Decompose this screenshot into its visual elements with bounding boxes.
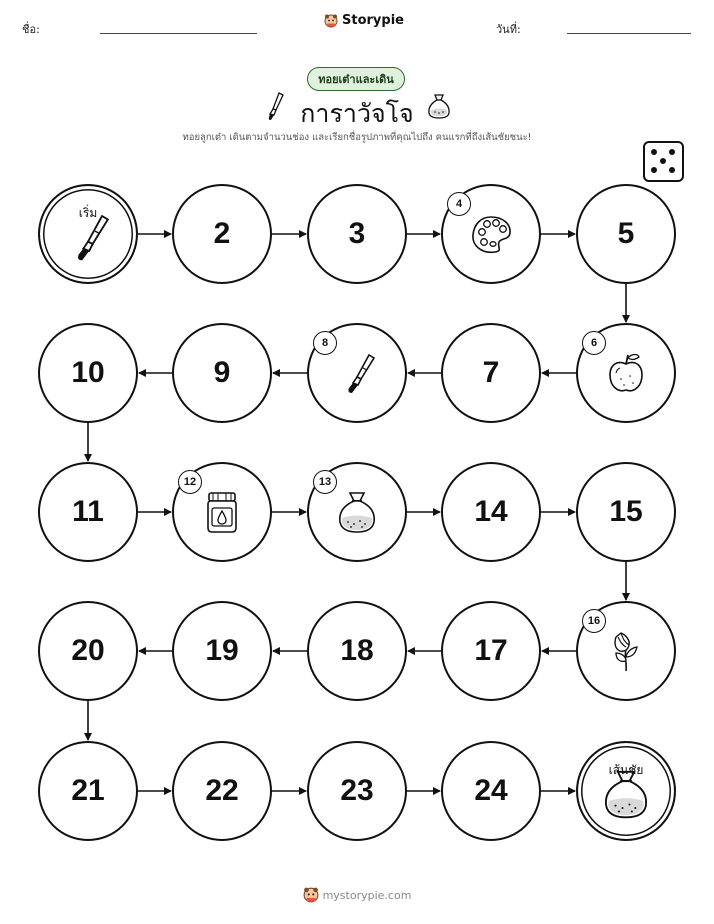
space-number-badge: 13 xyxy=(313,470,337,494)
board-space xyxy=(307,323,407,423)
pigment-bag-icon xyxy=(333,488,381,536)
space-number: 9 xyxy=(213,356,231,389)
instructions: ทอยลูกเต๋า เดินตามจำนวนช่อง และเรียกชื่อรูปภาพที่คุณไปถึง คนแรกที่ถึงเส้นชัยชนะ! xyxy=(182,132,532,143)
board-space xyxy=(441,741,541,841)
game-tag: ทอยเต๋าและเดิน xyxy=(307,67,405,91)
board-space xyxy=(576,184,676,284)
board-space xyxy=(576,601,676,701)
board-space xyxy=(307,184,407,284)
storypie-logo-icon xyxy=(303,887,319,903)
space-number-badge: 16 xyxy=(582,609,606,633)
board-space xyxy=(441,323,541,423)
board-space xyxy=(38,323,138,423)
board-space xyxy=(441,601,541,701)
space-number-badge: 8 xyxy=(313,331,337,355)
board-space xyxy=(441,462,541,562)
footer xyxy=(0,887,714,903)
space-number: 14 xyxy=(474,495,508,528)
board-space xyxy=(172,462,272,562)
finish-space xyxy=(576,741,676,841)
board-space xyxy=(307,462,407,562)
space-label: เส้นชัย xyxy=(608,763,644,777)
space-number: 10 xyxy=(71,356,105,389)
space-number: 22 xyxy=(205,774,239,807)
page-title: การาวัจโจ xyxy=(300,99,414,128)
space-number: 18 xyxy=(340,634,374,667)
space-number: 2 xyxy=(213,217,231,250)
board-space xyxy=(38,462,138,562)
space-number: 20 xyxy=(71,634,105,667)
board-space xyxy=(172,601,272,701)
paint-jar-icon xyxy=(198,488,246,536)
space-number: 23 xyxy=(340,774,374,807)
space-number: 17 xyxy=(474,634,508,667)
date-label: วันที่: xyxy=(496,23,521,36)
space-number: 19 xyxy=(205,634,239,667)
paintbrush-icon xyxy=(333,349,381,397)
apple-icon xyxy=(602,349,650,397)
board-space xyxy=(172,741,272,841)
board-space xyxy=(172,184,272,284)
name-label: ชื่อ: xyxy=(22,23,40,36)
tulip-icon xyxy=(602,627,650,675)
board-space xyxy=(441,184,541,284)
space-number: 7 xyxy=(482,356,500,389)
board-space xyxy=(307,601,407,701)
board-space xyxy=(38,601,138,701)
board-space xyxy=(576,323,676,423)
space-number: 3 xyxy=(348,217,366,250)
brand-name: Storypie xyxy=(342,13,404,28)
space-number: 11 xyxy=(72,495,104,528)
space-number-badge: 6 xyxy=(582,331,606,355)
space-number: 5 xyxy=(617,217,635,250)
space-number-badge: 12 xyxy=(178,470,202,494)
space-number: 24 xyxy=(474,774,508,807)
footer-site: mystorypie.com xyxy=(322,888,412,902)
start-space xyxy=(38,184,138,284)
board-space xyxy=(576,462,676,562)
board-space xyxy=(307,741,407,841)
palette-icon xyxy=(467,210,515,258)
board-space xyxy=(38,741,138,841)
space-number-badge: 4 xyxy=(447,192,471,216)
space-number: 21 xyxy=(71,774,105,807)
board-space xyxy=(172,323,272,423)
space-label: เริ่ม xyxy=(78,206,98,220)
space-number: 15 xyxy=(609,495,643,528)
